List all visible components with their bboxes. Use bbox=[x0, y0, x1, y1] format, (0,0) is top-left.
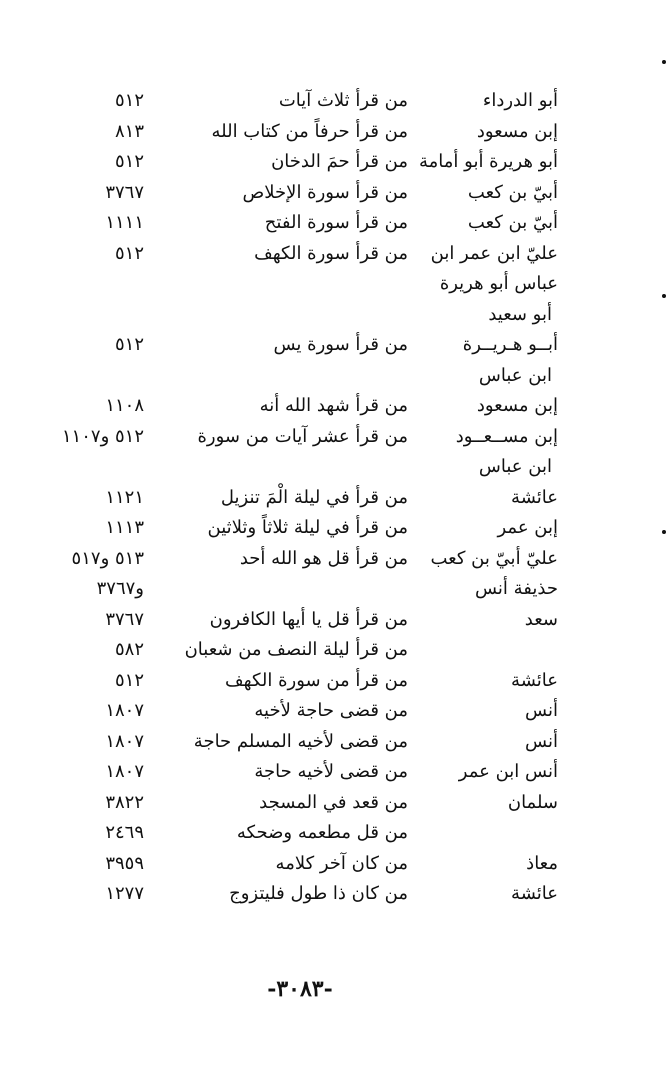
hadith-incipit: من قل مطعمه وضحكه bbox=[236, 822, 408, 843]
index-row bbox=[0, 86, 670, 117]
narrator-name: إبن مسعود bbox=[476, 120, 558, 142]
reference-number: و٣٧٦٧ bbox=[96, 578, 144, 599]
hadith-incipit: من قضى لأخيه حاجة bbox=[254, 761, 408, 782]
index-row bbox=[0, 696, 670, 727]
index-row bbox=[0, 605, 670, 636]
index-row bbox=[0, 117, 670, 148]
reference-number: ٣٧٦٧ bbox=[105, 181, 144, 203]
reference-number: ٥١٢ bbox=[114, 669, 144, 691]
narrator-name: سلمان bbox=[507, 791, 558, 813]
index-row bbox=[0, 574, 670, 605]
reference-number: ٥١٢ bbox=[114, 90, 144, 111]
index-row bbox=[0, 330, 670, 361]
index-row bbox=[0, 513, 670, 544]
hadith-incipit: من قرأ شهد الله أنه bbox=[259, 395, 408, 416]
reference-number: ٥١٢ bbox=[114, 242, 144, 264]
narrator-name: ابن عباس bbox=[478, 364, 552, 386]
reference-number: ٨١٣ bbox=[114, 120, 144, 142]
index-row bbox=[0, 452, 670, 483]
hadith-incipit: من قرأ في ليلة ثلاثاً وثلاثين bbox=[207, 517, 408, 538]
reference-number: ٢٤٦٩ bbox=[105, 822, 144, 843]
index-row bbox=[0, 544, 670, 575]
narrator-name: أنس bbox=[525, 700, 558, 721]
index-row bbox=[0, 757, 670, 788]
reference-number: ٣٨٢٢ bbox=[105, 791, 144, 813]
hadith-incipit: من قرأ في ليلة الْمَ تنزيل bbox=[220, 486, 408, 508]
reference-number: ١٢٧٧ bbox=[105, 883, 144, 904]
reference-number: ٥١٢ و١١٠٧ bbox=[61, 425, 144, 447]
hadith-incipit: من قرأ سورة الكهف bbox=[254, 242, 408, 264]
narrator-name: عليّ أبيّ بن كعب bbox=[430, 547, 558, 569]
narrator-name: عائشة bbox=[511, 883, 558, 904]
index-row bbox=[0, 300, 670, 331]
narrator-name: عباس أبو هريرة bbox=[439, 273, 558, 294]
narrator-name: أبيّ بن كعب bbox=[467, 212, 558, 233]
reference-number: ٥٨٢ bbox=[114, 639, 144, 660]
narrator-name: أبو هريرة أبو أمامة bbox=[419, 151, 558, 172]
narrator-name: عليّ ابن عمر ابن bbox=[430, 242, 558, 264]
page-number: -٣٠٨٣- bbox=[267, 976, 333, 1002]
index-row bbox=[0, 208, 670, 239]
hadith-incipit: من قرأ قل يا أيها الكافرون bbox=[209, 608, 408, 630]
reference-number: ١١٢١ bbox=[105, 486, 144, 508]
narrator-name: سعد bbox=[524, 608, 558, 630]
reference-number: ١٨٠٧ bbox=[105, 761, 144, 782]
narrator-name: أبيّ بن كعب bbox=[467, 181, 558, 203]
narrator-name: إبن مسعود bbox=[476, 395, 558, 416]
index-row bbox=[0, 666, 670, 697]
reference-number: ١١٠٨ bbox=[105, 395, 144, 416]
hadith-incipit: من قرأ قل هو الله أحد bbox=[239, 547, 408, 569]
index-row bbox=[0, 269, 670, 300]
reference-number: ١٨٠٧ bbox=[105, 700, 144, 721]
index-row bbox=[0, 788, 670, 819]
reference-number: ٣٩٥٩ bbox=[105, 852, 144, 874]
index-row bbox=[0, 391, 670, 422]
narrator-name: ابن عباس bbox=[478, 456, 552, 477]
reference-number: ٥١٢ bbox=[114, 151, 144, 172]
index-row bbox=[0, 239, 670, 270]
reference-number: ٥١٢ bbox=[114, 334, 144, 355]
hadith-incipit: من كان آخر كلامه bbox=[275, 852, 408, 874]
index-row bbox=[0, 178, 670, 209]
narrator-name: إبن مســعــود bbox=[455, 425, 558, 447]
index-row bbox=[0, 361, 670, 392]
narrator-name: عائشة bbox=[511, 486, 558, 508]
hadith-incipit: من قعد في المسجد bbox=[259, 791, 408, 813]
narrator-name: معاذ bbox=[526, 852, 558, 874]
index-row bbox=[0, 422, 670, 453]
hadith-incipit: من قرأ سورة الفتح bbox=[264, 212, 408, 233]
narrator-name: أبو الدرداء bbox=[482, 90, 558, 111]
hadith-incipit: من قرأ سورة يس bbox=[273, 334, 408, 355]
index-row bbox=[0, 635, 670, 666]
hadith-incipit: من قرأ ثلاث آيات bbox=[278, 90, 408, 111]
hadith-incipit: من قرأ حمَ الدخان bbox=[271, 151, 408, 172]
index-row bbox=[0, 727, 670, 758]
narrator-name: إبن عمر bbox=[497, 517, 558, 538]
reference-number: ٥١٣ و٥١٧ bbox=[71, 547, 144, 569]
index-row bbox=[0, 818, 670, 849]
hadith-incipit: من قرأ من سورة الكهف bbox=[225, 669, 408, 691]
hadith-incipit: من قضى لأخيه المسلم حاجة bbox=[193, 730, 408, 752]
index-row bbox=[0, 483, 670, 514]
margin-mark bbox=[662, 60, 666, 64]
index-row bbox=[0, 849, 670, 880]
hadith-incipit: من قرأ سورة الإخلاص bbox=[242, 181, 408, 203]
hadith-incipit: من قرأ حرفاً من كتاب الله bbox=[211, 120, 408, 142]
hadith-incipit: من قرأ عشر آيات من سورة bbox=[197, 425, 408, 447]
narrator-name: أبــو هـريــرة bbox=[462, 334, 558, 355]
narrator-name: عائشة bbox=[511, 669, 558, 691]
hadith-incipit: من قضى حاجة لأخيه bbox=[254, 700, 408, 721]
reference-number: ١١١١ bbox=[105, 212, 144, 233]
index-row bbox=[0, 147, 670, 178]
index-table bbox=[0, 86, 670, 910]
narrator-name: أنس bbox=[525, 730, 558, 752]
narrator-name: أبو سعيد bbox=[488, 303, 552, 325]
reference-number: ١٨٠٧ bbox=[105, 730, 144, 752]
index-row bbox=[0, 879, 670, 910]
reference-number: ١١١٣ bbox=[105, 517, 144, 538]
hadith-incipit: من كان ذا طول فليتزوج bbox=[229, 883, 408, 904]
hadith-incipit: من قرأ ليلة النصف من شعبان bbox=[184, 639, 408, 660]
narrator-name: أنس ابن عمر bbox=[458, 761, 558, 782]
reference-number: ٣٧٦٧ bbox=[105, 608, 144, 630]
narrator-name: حذيفة أنس bbox=[474, 578, 558, 599]
